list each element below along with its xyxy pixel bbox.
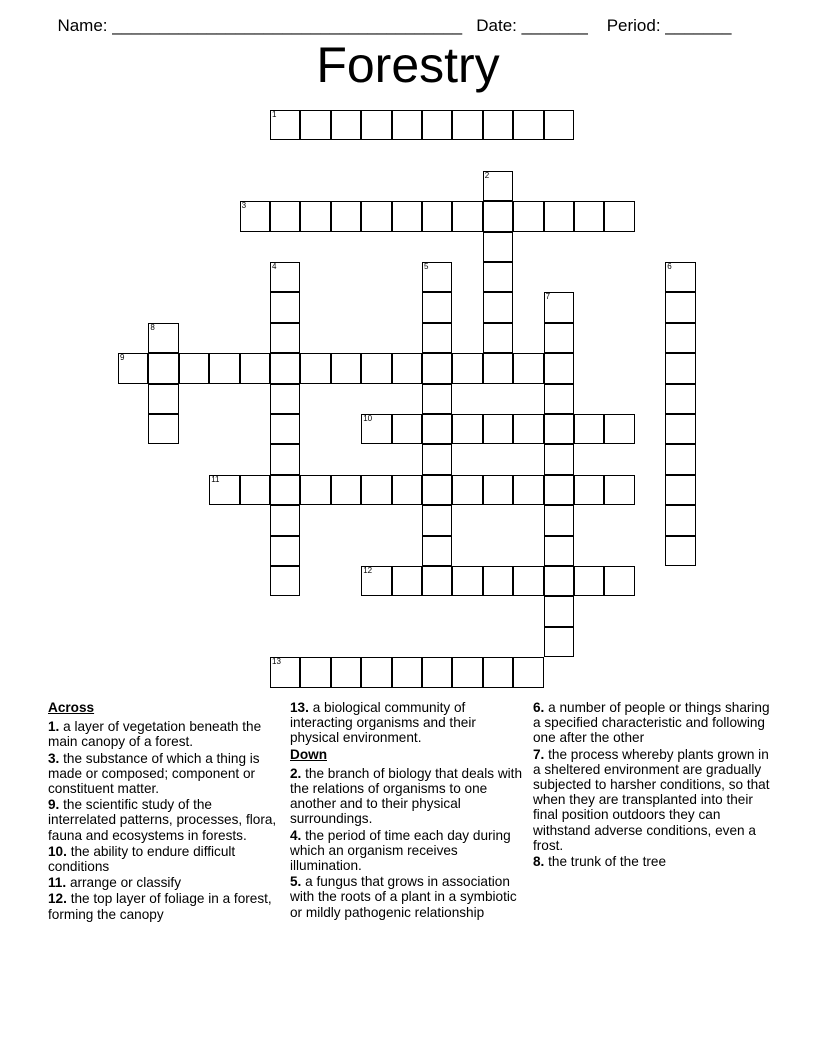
crossword-cell[interactable] bbox=[270, 353, 300, 383]
clue-text: the ability to endure difficult conditions bbox=[48, 843, 236, 875]
crossword-cell[interactable] bbox=[270, 292, 300, 322]
crossword-cell[interactable] bbox=[544, 536, 574, 566]
crossword-cell[interactable] bbox=[544, 475, 574, 505]
crossword-cell[interactable] bbox=[270, 505, 300, 535]
crossword-cell[interactable] bbox=[148, 323, 178, 353]
crossword-cell[interactable] bbox=[544, 627, 574, 657]
crossword-cell[interactable] bbox=[270, 657, 300, 687]
crossword-cell[interactable] bbox=[544, 505, 574, 535]
crossword-cell[interactable] bbox=[422, 566, 452, 596]
crossword-cell[interactable] bbox=[422, 323, 452, 353]
clue-item bbox=[48, 875, 280, 890]
clue-number: 10. bbox=[48, 843, 67, 859]
crossword-cell[interactable] bbox=[270, 566, 300, 596]
clue-number: 12. bbox=[48, 891, 67, 907]
clue-text: the trunk of the tree bbox=[548, 854, 667, 870]
crossword-cell[interactable] bbox=[544, 596, 574, 626]
crossword-cell[interactable] bbox=[270, 536, 300, 566]
crossword-cell[interactable] bbox=[361, 475, 391, 505]
clue-item bbox=[290, 766, 522, 827]
clue-item bbox=[533, 854, 773, 869]
clues-column-1 bbox=[48, 700, 280, 923]
crossword-cell[interactable] bbox=[422, 353, 452, 383]
crossword-cell[interactable] bbox=[513, 657, 543, 687]
crossword-cell[interactable] bbox=[665, 323, 695, 353]
clue-text: the process whereby plants grown in a sheltered environment are gradually subjected to harsher conditions, so that when they are transplanted into their final position outdoors they can withstand adverse conditions, even a frost. bbox=[533, 746, 770, 853]
crossword-cell[interactable] bbox=[392, 353, 422, 383]
clue-item bbox=[290, 874, 522, 920]
crossword-cell[interactable] bbox=[513, 110, 543, 140]
crossword-cell[interactable] bbox=[270, 475, 300, 505]
crossword-cell[interactable] bbox=[513, 566, 543, 596]
clue-number: 13. bbox=[290, 700, 309, 715]
crossword-cell[interactable] bbox=[665, 444, 695, 474]
clue-number-label: 4 bbox=[272, 262, 277, 271]
clue-item bbox=[48, 844, 280, 874]
crossword-cell[interactable] bbox=[452, 566, 482, 596]
crossword-cell[interactable] bbox=[513, 353, 543, 383]
crossword-cell[interactable] bbox=[270, 201, 300, 231]
crossword-cell[interactable] bbox=[483, 323, 513, 353]
crossword-cell[interactable] bbox=[483, 657, 513, 687]
crossword-cell[interactable] bbox=[513, 475, 543, 505]
crossword-cell[interactable] bbox=[300, 201, 330, 231]
crossword-cell[interactable] bbox=[240, 201, 270, 231]
clue-number: 5. bbox=[290, 874, 302, 890]
crossword-cell[interactable] bbox=[270, 323, 300, 353]
crossword-cell[interactable] bbox=[270, 384, 300, 414]
across-heading: Across bbox=[48, 700, 95, 715]
crossword-cell[interactable] bbox=[361, 353, 391, 383]
crossword-cell[interactable] bbox=[300, 475, 330, 505]
clue-number-label: 9 bbox=[120, 353, 125, 363]
crossword-cell[interactable] bbox=[452, 657, 482, 687]
crossword-cell[interactable] bbox=[240, 353, 270, 383]
crossword-cell[interactable] bbox=[148, 414, 178, 444]
crossword-cell[interactable] bbox=[452, 110, 482, 140]
crossword-cell[interactable] bbox=[422, 536, 452, 566]
crossword-cell[interactable] bbox=[513, 414, 543, 444]
crossword-cell[interactable] bbox=[300, 110, 330, 140]
crossword-cell[interactable] bbox=[513, 201, 543, 231]
crossword-cell[interactable] bbox=[422, 262, 452, 292]
crossword-cell[interactable] bbox=[270, 262, 300, 292]
clue-item bbox=[48, 719, 280, 749]
crossword-cell[interactable] bbox=[148, 353, 178, 383]
crossword-cell[interactable] bbox=[331, 475, 361, 505]
clue-text: the period of time each day during which an organism receives illumination. bbox=[290, 827, 511, 874]
clue-item bbox=[290, 828, 522, 874]
clue-text: a biological community of interacting organisms and their physical environment. bbox=[290, 700, 476, 746]
clue-number: 9. bbox=[48, 797, 60, 813]
name-field-label[interactable]: Name: _____________________________________ bbox=[57, 16, 463, 35]
crossword-cell[interactable] bbox=[604, 414, 634, 444]
crossword-cell[interactable] bbox=[209, 353, 239, 383]
crossword-cell[interactable] bbox=[422, 414, 452, 444]
down-heading: Down bbox=[290, 746, 327, 762]
crossword-cell[interactable] bbox=[392, 110, 422, 140]
crossword-cell[interactable] bbox=[483, 262, 513, 292]
crossword-cell[interactable] bbox=[544, 566, 574, 596]
crossword-cell[interactable] bbox=[483, 110, 513, 140]
clue-number-label: 10 bbox=[363, 414, 373, 423]
crossword-cell[interactable] bbox=[361, 201, 391, 231]
crossword-cell[interactable] bbox=[300, 657, 330, 687]
clue-number: 8. bbox=[533, 854, 545, 870]
crossword-cell[interactable] bbox=[240, 475, 270, 505]
clue-item bbox=[290, 700, 522, 746]
clue-text: a layer of vegetation beneath the main canopy of a forest. bbox=[48, 719, 262, 750]
crossword-cell[interactable] bbox=[179, 353, 209, 383]
crossword-cell[interactable] bbox=[544, 110, 574, 140]
crossword-cell[interactable] bbox=[118, 353, 148, 383]
crossword-cell[interactable] bbox=[331, 353, 361, 383]
clue-number: 1. bbox=[48, 719, 60, 735]
crossword-cell[interactable] bbox=[422, 292, 452, 322]
crossword-cell[interactable] bbox=[392, 201, 422, 231]
clue-number-label: 13 bbox=[272, 657, 281, 667]
crossword-cell[interactable] bbox=[483, 171, 513, 201]
clue-number-label: 3 bbox=[241, 201, 247, 211]
crossword-cell[interactable] bbox=[483, 292, 513, 322]
crossword-cell[interactable] bbox=[483, 201, 513, 231]
crossword-cell[interactable] bbox=[544, 444, 574, 474]
clue-text: the substance of which a thing is made or composed; component or constituent matter. bbox=[48, 750, 260, 797]
crossword-cell[interactable] bbox=[300, 353, 330, 383]
clues-column-2 bbox=[290, 700, 522, 921]
crossword-cell[interactable] bbox=[574, 475, 604, 505]
crossword-cell[interactable] bbox=[361, 110, 391, 140]
clue-item bbox=[48, 891, 280, 921]
clue-number: 11. bbox=[48, 875, 67, 891]
crossword-cell[interactable] bbox=[361, 566, 391, 596]
clues-column-3 bbox=[533, 700, 773, 870]
crossword-cell[interactable] bbox=[331, 201, 361, 231]
crossword-cell[interactable] bbox=[665, 414, 695, 444]
crossword-cell[interactable] bbox=[665, 353, 695, 383]
clue-number: 2. bbox=[290, 765, 302, 781]
clue-number: 4. bbox=[290, 827, 302, 843]
crossword-cell[interactable] bbox=[665, 536, 695, 566]
clue-text: the scientific study of the interrelated patterns, processes, flora, fauna and ecosystems in forests. bbox=[48, 797, 277, 843]
crossword-cell[interactable] bbox=[544, 414, 574, 444]
crossword-cell[interactable] bbox=[483, 414, 513, 444]
crossword-cell[interactable] bbox=[574, 566, 604, 596]
clue-number: 6. bbox=[533, 700, 545, 715]
clue-number-label: 12 bbox=[363, 566, 373, 575]
crossword-cell[interactable] bbox=[422, 201, 452, 231]
clue-text: the branch of biology that deals with the relations of organisms to one another and to their physical surroundings. bbox=[290, 765, 523, 827]
crossword-cell[interactable] bbox=[544, 323, 574, 353]
crossword-cell[interactable] bbox=[544, 353, 574, 383]
clue-text: a fungus that grows in association with the roots of a plant in a symbiotic or mildly pathogenic relationship bbox=[290, 874, 517, 920]
crossword-cell[interactable] bbox=[331, 657, 361, 687]
crossword-cell[interactable] bbox=[392, 566, 422, 596]
crossword-cell[interactable] bbox=[483, 566, 513, 596]
crossword-cell[interactable] bbox=[665, 384, 695, 414]
crossword-cell[interactable] bbox=[544, 201, 574, 231]
crossword-cell[interactable] bbox=[209, 475, 239, 505]
crossword-cell[interactable] bbox=[452, 414, 482, 444]
date-field-label[interactable]: Date: _______ bbox=[476, 16, 588, 35]
period-field-label[interactable]: Period: _______ bbox=[606, 16, 732, 35]
clue-number-label: 2 bbox=[484, 170, 490, 180]
crossword-cell[interactable] bbox=[483, 475, 513, 505]
clue-number-label: 1 bbox=[272, 110, 277, 119]
clue-item bbox=[48, 751, 280, 797]
crossword-cell[interactable] bbox=[544, 292, 574, 322]
crossword-cell[interactable] bbox=[422, 505, 452, 535]
crossword-cell[interactable] bbox=[452, 201, 482, 231]
crossword-cell[interactable] bbox=[422, 110, 452, 140]
page-title: Forestry bbox=[316, 37, 500, 93]
clue-text: arrange or classify bbox=[69, 875, 181, 891]
crossword-cell[interactable] bbox=[483, 353, 513, 383]
clue-number: 7. bbox=[533, 746, 545, 762]
crossword-cell[interactable] bbox=[604, 566, 634, 596]
crossword-cell[interactable] bbox=[422, 444, 452, 474]
clue-text: a number of people or things sharing a specified characteristic and following one after the other bbox=[533, 700, 770, 746]
crossword-cell[interactable] bbox=[422, 475, 452, 505]
clue-item bbox=[533, 700, 773, 746]
crossword-cell[interactable] bbox=[604, 475, 634, 505]
clue-number-label: 6 bbox=[667, 262, 672, 271]
crossword-cell[interactable] bbox=[665, 292, 695, 322]
crossword-cell[interactable] bbox=[148, 384, 178, 414]
crossword-cell[interactable] bbox=[452, 475, 482, 505]
crossword-cell[interactable] bbox=[392, 414, 422, 444]
crossword-cell[interactable] bbox=[422, 384, 452, 414]
crossword-cell[interactable] bbox=[483, 232, 513, 262]
crossword-cell[interactable] bbox=[604, 201, 634, 231]
crossword-cell[interactable] bbox=[574, 201, 604, 231]
crossword-cell[interactable] bbox=[270, 414, 300, 444]
crossword-cell[interactable] bbox=[392, 657, 422, 687]
crossword-cell[interactable] bbox=[452, 353, 482, 383]
clue-number-label: 11 bbox=[211, 474, 220, 484]
crossword-cell[interactable] bbox=[270, 110, 300, 140]
clue-number-label: 5 bbox=[424, 262, 429, 271]
clue-item bbox=[48, 797, 280, 843]
crossword-cell[interactable] bbox=[331, 110, 361, 140]
crossword-cell[interactable] bbox=[665, 262, 695, 292]
crossword-cell[interactable] bbox=[665, 505, 695, 535]
clue-number-label: 8 bbox=[150, 322, 155, 332]
crossword-cell[interactable] bbox=[270, 444, 300, 474]
clue-number: 3. bbox=[48, 750, 60, 766]
crossword-cell[interactable] bbox=[361, 657, 391, 687]
crossword-cell[interactable] bbox=[665, 475, 695, 505]
crossword-cell[interactable] bbox=[392, 475, 422, 505]
crossword-cell[interactable] bbox=[544, 384, 574, 414]
crossword-cell[interactable] bbox=[422, 657, 452, 687]
crossword-cell[interactable] bbox=[361, 414, 391, 444]
clue-item bbox=[533, 747, 773, 853]
crossword-cell[interactable] bbox=[574, 414, 604, 444]
clue-text: the top layer of foliage in a forest, forming the canopy bbox=[48, 891, 272, 922]
clue-number-label: 7 bbox=[545, 292, 551, 302]
